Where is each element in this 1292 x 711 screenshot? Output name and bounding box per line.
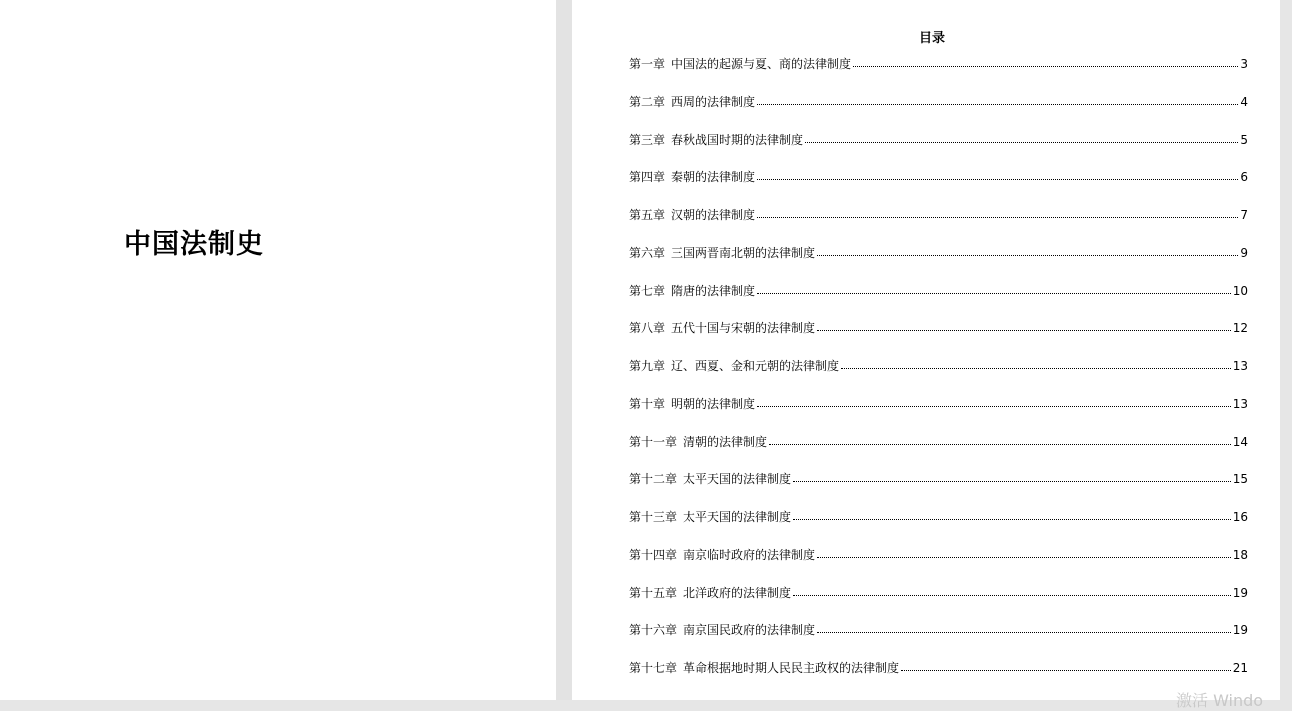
toc-chapter-number: 第十三章 bbox=[629, 510, 678, 524]
toc-chapter-number: 第二章 bbox=[629, 94, 666, 109]
toc-page-number: 6 bbox=[1240, 170, 1248, 185]
toc-chapter-title: 秦朝的法律制度 bbox=[671, 170, 756, 185]
toc-chapter-title: 南京临时政府的法律制度 bbox=[683, 547, 816, 562]
toc-chapter-title: 汉朝的法律制度 bbox=[671, 208, 756, 222]
toc-entry[interactable] bbox=[629, 58, 1248, 96]
toc-chapter-title: 清朝的法律制度 bbox=[683, 434, 768, 449]
toc-list bbox=[629, 58, 1248, 700]
toc-heading: 目录 bbox=[918, 31, 945, 46]
toc-chapter-title: 五代十国与宋朝的法律制度 bbox=[671, 321, 816, 336]
toc-page-number: 16 bbox=[1232, 510, 1248, 524]
toc-entry[interactable] bbox=[629, 134, 1248, 172]
toc-page-number: 5 bbox=[1240, 132, 1248, 147]
toc-entry[interactable] bbox=[629, 398, 1248, 436]
document-title: 中国法制史 bbox=[124, 229, 264, 260]
toc-dot-leader bbox=[817, 330, 1231, 331]
toc-chapter-number: 第十一章 bbox=[629, 434, 678, 449]
toc-page-number: 7 bbox=[1240, 208, 1248, 222]
toc-dot-leader bbox=[901, 670, 1231, 671]
toc-dot-leader bbox=[757, 179, 1238, 180]
toc-chapter-title: 北洋政府的法律制度 bbox=[683, 585, 792, 600]
toc-dot-leader bbox=[757, 104, 1238, 105]
toc-page-number: 9 bbox=[1240, 245, 1248, 260]
toc-chapter-number: 第九章 bbox=[629, 359, 666, 373]
toc-dot-leader bbox=[793, 519, 1231, 520]
toc-dot-leader bbox=[757, 217, 1238, 218]
toc-chapter-number: 第一章 bbox=[629, 57, 666, 71]
toc-page-number: 19 bbox=[1232, 623, 1248, 638]
toc-chapter-title: 隋唐的法律制度 bbox=[671, 283, 756, 298]
toc-entry[interactable] bbox=[629, 549, 1248, 587]
toc-page-number: 21 bbox=[1232, 661, 1248, 675]
toc-entry[interactable] bbox=[629, 587, 1248, 625]
toc-dot-leader bbox=[817, 557, 1231, 558]
toc-dot-leader bbox=[757, 406, 1231, 407]
toc-dot-leader bbox=[757, 293, 1231, 294]
toc-chapter-title: 革命根据地时期人民民主政权的法律制度 bbox=[683, 661, 900, 675]
toc-page bbox=[572, 0, 1280, 700]
toc-chapter-number: 第十五章 bbox=[629, 585, 678, 600]
toc-chapter-number: 第六章 bbox=[629, 245, 666, 260]
toc-chapter-number: 第八章 bbox=[629, 321, 666, 336]
toc-page-number: 13 bbox=[1232, 396, 1248, 411]
toc-entry[interactable] bbox=[629, 662, 1248, 700]
cover-page bbox=[0, 0, 556, 700]
toc-page-number: 13 bbox=[1232, 359, 1248, 373]
toc-entry[interactable] bbox=[629, 624, 1248, 662]
toc-chapter-title: 太平天国的法律制度 bbox=[683, 472, 792, 487]
toc-chapter-number: 第十二章 bbox=[629, 472, 678, 487]
toc-entry[interactable] bbox=[629, 436, 1248, 474]
toc-dot-leader bbox=[817, 255, 1238, 256]
toc-chapter-title: 春秋战国时期的法律制度 bbox=[671, 132, 804, 147]
toc-chapter-number: 第五章 bbox=[629, 208, 666, 222]
toc-entry[interactable] bbox=[629, 247, 1248, 285]
toc-dot-leader bbox=[793, 595, 1231, 596]
toc-dot-leader bbox=[853, 66, 1238, 67]
toc-entry[interactable] bbox=[629, 285, 1248, 323]
toc-dot-leader bbox=[769, 444, 1231, 445]
toc-chapter-title: 明朝的法律制度 bbox=[671, 396, 756, 411]
toc-chapter-title: 太平天国的法律制度 bbox=[683, 510, 792, 524]
toc-dot-leader bbox=[817, 632, 1231, 633]
toc-dot-leader bbox=[805, 142, 1238, 143]
toc-page-number: 12 bbox=[1232, 321, 1248, 336]
toc-entry[interactable] bbox=[629, 322, 1248, 360]
toc-chapter-title: 南京国民政府的法律制度 bbox=[683, 623, 816, 638]
toc-dot-leader bbox=[793, 481, 1231, 482]
toc-chapter-number: 第十四章 bbox=[629, 547, 678, 562]
toc-chapter-title: 西周的法律制度 bbox=[671, 94, 756, 109]
toc-chapter-title: 辽、西夏、金和元朝的法律制度 bbox=[671, 359, 840, 373]
toc-entry[interactable] bbox=[629, 171, 1248, 209]
toc-chapter-number: 第三章 bbox=[629, 132, 666, 147]
toc-page-number: 4 bbox=[1240, 94, 1248, 109]
toc-chapter-title: 三国两晋南北朝的法律制度 bbox=[671, 245, 816, 260]
toc-chapter-number: 第七章 bbox=[629, 283, 666, 298]
toc-page-number: 14 bbox=[1232, 434, 1248, 449]
activation-watermark: 激活 Windo bbox=[1176, 691, 1264, 710]
toc-chapter-number: 第十六章 bbox=[629, 623, 678, 638]
toc-page-number: 15 bbox=[1232, 472, 1248, 487]
toc-page-number: 3 bbox=[1240, 57, 1248, 71]
toc-page-number: 10 bbox=[1232, 283, 1248, 298]
toc-entry[interactable] bbox=[629, 96, 1248, 134]
toc-entry[interactable] bbox=[629, 360, 1248, 398]
toc-chapter-number: 第四章 bbox=[629, 170, 666, 185]
toc-chapter-number: 第十七章 bbox=[629, 661, 678, 675]
toc-page-number: 18 bbox=[1232, 547, 1248, 562]
toc-dot-leader bbox=[841, 368, 1231, 369]
toc-chapter-number: 第十章 bbox=[629, 396, 666, 411]
toc-entry[interactable] bbox=[629, 209, 1248, 247]
toc-page-number: 19 bbox=[1232, 585, 1248, 600]
toc-entry[interactable] bbox=[629, 511, 1248, 549]
page-gutter bbox=[556, 0, 572, 700]
toc-entry[interactable] bbox=[629, 473, 1248, 511]
toc-chapter-title: 中国法的起源与夏、商的法律制度 bbox=[671, 57, 852, 71]
